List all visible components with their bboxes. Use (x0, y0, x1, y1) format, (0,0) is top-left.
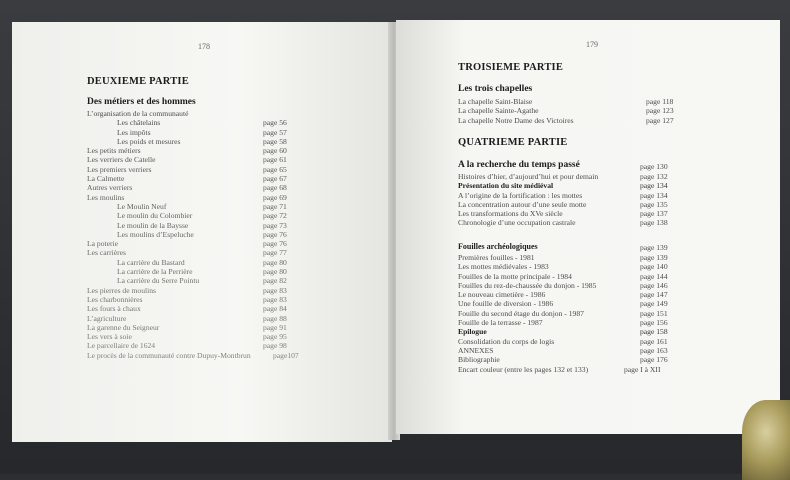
toc-entry-page: page 73 (263, 220, 287, 230)
toc-entry (458, 355, 758, 364)
toc-entry-page: page 147 (640, 290, 668, 300)
toc-entry-title: La Calmette (87, 174, 125, 184)
toc-entry (458, 309, 758, 318)
toc-entry-title: Les poids et mesures (117, 136, 181, 146)
toc-entry-title: Les petits métiers (87, 146, 141, 156)
toc-entry-page: page 56 (263, 118, 287, 128)
toc-entry-page: page107 (273, 350, 299, 360)
toc-entry (458, 262, 758, 271)
toc-entry (87, 193, 387, 202)
toc-entry (458, 106, 738, 115)
toc-entry-page: page 77 (263, 248, 287, 258)
toc-entry (458, 346, 758, 355)
toc-entry-page: page 176 (640, 355, 668, 365)
toc-entry (87, 295, 387, 304)
toc-entry-title: A l’origine de la fortification : les mottes (458, 190, 583, 200)
fouilles-heading-page: page 139 (640, 243, 668, 252)
toc-entry (458, 218, 748, 227)
toc-entry-title: Fouille du second étage du donjon - 1987 (458, 308, 584, 318)
toc-entry-page: page 67 (263, 174, 287, 184)
toc-entry (87, 286, 387, 295)
right-page (396, 20, 780, 434)
left-page (12, 22, 392, 442)
toc-entry-title: Les verriers de Catelle (87, 155, 156, 165)
toc-entry-title: Une fouille de diversion - 1986 (458, 299, 554, 309)
toc-entry (87, 351, 387, 360)
toc-entry-page: page 137 (640, 209, 668, 219)
toc-entry-title: Le moulin de la Baysse (117, 220, 189, 230)
toc-entry-title: La poterie (87, 239, 118, 249)
toc-entry-title: Les carrières (87, 248, 126, 258)
toc-entry (458, 172, 748, 181)
fouilles-toc-list (458, 253, 758, 374)
toc-entry-page: page 91 (263, 322, 287, 332)
toc-entry-page: page 146 (640, 280, 668, 290)
toc-entry-page: page 149 (640, 299, 668, 309)
toc-entry-page: page 88 (263, 313, 287, 323)
toc-entry-page: page 69 (263, 192, 287, 202)
toc-entry-page: page 127 (646, 115, 674, 125)
toc-entry-title: La carrière du Serre Pointu (117, 276, 200, 286)
toc-entry (87, 239, 387, 248)
toc-entry (87, 221, 387, 230)
part4-title: QUATRIEME PARTIE (458, 137, 568, 148)
toc-entry-page: page 72 (263, 211, 287, 221)
toc-entry-title: La chapelle Sainte-Agathe (458, 106, 539, 116)
toc-entry (87, 165, 387, 174)
toc-entry (87, 341, 387, 350)
left-page-number: 178 (198, 42, 210, 51)
part2-section-heading: Des métiers et des hommes (87, 97, 196, 107)
toc-entry-page: page 61 (263, 155, 287, 165)
toc-entry (87, 109, 387, 118)
toc-entry (87, 211, 387, 220)
glasses-frame-edge (742, 400, 790, 480)
toc-entry-title: L’agriculture (87, 313, 127, 323)
toc-entry-page: page 95 (263, 332, 287, 342)
toc-entry-title: Le procès de la communauté contre Dupuy-Montbrun (87, 350, 251, 360)
toc-entry-title: La concentration autour d’une seule motte (458, 199, 587, 209)
toc-entry-title: Les mottes médiévales - 1983 (458, 262, 549, 272)
toc-entry-title: Les charbonnières (87, 294, 143, 304)
toc-entry-title: L’organisation de la communauté (87, 109, 189, 118)
toc-entry-page: page I à XII (624, 364, 661, 374)
part4-heading: A la recherche du temps passé (458, 160, 580, 170)
toc-entry-page: page 71 (263, 201, 287, 211)
toc-entry-page: page 80 (263, 257, 287, 267)
toc-entry-title: Le moulin du Colombier (117, 211, 193, 221)
toc-entry (458, 97, 738, 106)
toc-entry-page: page 163 (640, 345, 668, 355)
toc-entry-page: page 161 (640, 336, 668, 346)
toc-entry (87, 155, 387, 164)
toc-entry-page: page 82 (263, 276, 287, 286)
toc-entry-title: Fouilles du rez-de-chaussée du donjon - 1985 (458, 280, 597, 290)
part3-title: TROISIEME PARTIE (458, 62, 564, 73)
toc-entry-title: Le parcellaire de 1624 (87, 341, 156, 351)
toc-entry-title: Les moulins d’Espeluche (117, 229, 194, 239)
toc-entry (87, 137, 387, 146)
toc-entry-title: Chronologie d’une occupation castrale (458, 218, 576, 228)
toc-entry-page: page 58 (263, 136, 287, 146)
toc-entry (458, 191, 748, 200)
toc-entry-title: Epilogue (458, 327, 487, 337)
part3-toc-list (458, 97, 738, 125)
part4-heading-page: page 130 (640, 162, 668, 171)
toc-entry-page: page 132 (640, 172, 668, 181)
toc-entry-page: page 68 (263, 183, 287, 193)
toc-entry-title: La garenne du Seigneur (87, 322, 160, 332)
toc-entry-title: Bibliographie (458, 355, 500, 365)
toc-entry-title: Autres verriers (87, 183, 133, 193)
toc-entry-page: page 151 (640, 308, 668, 318)
toc-entry (458, 200, 748, 209)
toc-entry (458, 365, 758, 374)
right-page-number: 179 (586, 40, 598, 49)
toc-entry (458, 272, 758, 281)
toc-entry (87, 323, 387, 332)
part3-heading: Les trois chapelles (458, 84, 533, 94)
toc-entry (87, 118, 387, 127)
toc-entry-title: Les vers à soie (87, 332, 132, 342)
toc-entry (458, 209, 748, 218)
toc-entry (87, 258, 387, 267)
toc-entry-page: page 123 (646, 106, 674, 116)
toc-entry-title: Présentation du site médiéval (458, 181, 554, 191)
toc-entry (458, 299, 758, 308)
toc-entry-title: Les fours à chaux (87, 304, 141, 314)
toc-entry-page: page 139 (640, 253, 668, 262)
toc-entry (87, 183, 387, 192)
toc-entry-title: Le nouveau cimetière - 1986 (458, 290, 546, 300)
toc-entry (87, 276, 387, 285)
toc-entry (458, 281, 758, 290)
toc-entry (87, 314, 387, 323)
toc-entry-title: Les impôts (117, 127, 151, 137)
toc-entry-title: La carrière de la Perrière (117, 267, 193, 277)
toc-entry-page: page 98 (263, 341, 287, 351)
toc-entry (458, 318, 758, 327)
toc-entry-page: page 80 (263, 267, 287, 277)
toc-entry-page: page 158 (640, 327, 668, 337)
toc-entry-page: page 135 (640, 199, 668, 209)
toc-entry-page: page 60 (263, 146, 287, 156)
toc-entry (87, 248, 387, 257)
toc-entry-page: page 134 (640, 181, 668, 191)
toc-entry (458, 116, 738, 125)
toc-entry (458, 337, 758, 346)
toc-entry-page: page 156 (640, 318, 668, 328)
toc-entry-page: page 140 (640, 262, 668, 272)
toc-entry-page: page 138 (640, 218, 668, 228)
toc-entry-title: Les châtelains (117, 118, 161, 128)
toc-entry-page: page 134 (640, 190, 668, 200)
toc-entry-title: La carrière du Bastard (117, 257, 185, 267)
toc-entry-page: page 76 (263, 239, 287, 249)
fouilles-heading: Fouilles archéologiques (458, 242, 538, 251)
part4-toc-list (458, 172, 748, 228)
toc-entry (87, 146, 387, 155)
toc-entry (87, 202, 387, 211)
toc-entry-page: page 83 (263, 285, 287, 295)
toc-entry-title: Les pierres de moulins (87, 285, 156, 295)
toc-entry (458, 253, 758, 262)
toc-entry-title: Le Moulin Neuf (117, 201, 167, 211)
toc-entry-title: Fouilles de la motte principale - 1984 (458, 271, 572, 281)
toc-entry-title: Les moulins (87, 192, 125, 202)
toc-entry (458, 327, 758, 336)
toc-entry-title: Consolidation du corps de logis (458, 336, 555, 346)
toc-entry-title: ANNEXES (458, 345, 494, 355)
toc-entry-page: page 118 (646, 97, 674, 106)
toc-entry-title: Les premiers verriers (87, 164, 152, 174)
toc-entry-title: Fouille de la terrasse - 1987 (458, 318, 543, 328)
left-toc-list (87, 109, 387, 360)
toc-entry-title: Histoires d’hier, d’aujourd’hui et pour demain (458, 172, 599, 181)
toc-entry-page: page 57 (263, 127, 287, 137)
toc-entry-page: page 76 (263, 229, 287, 239)
toc-entry (87, 304, 387, 313)
part2-title: DEUXIEME PARTIE (87, 76, 189, 87)
toc-entry-title: Encart couleur (entre les pages 132 et 133) (458, 364, 589, 374)
toc-entry (458, 290, 758, 299)
toc-entry-title: La chapelle Notre Dame des Victoires (458, 115, 574, 125)
toc-entry-page: page 65 (263, 164, 287, 174)
toc-entry (87, 267, 387, 276)
toc-entry (87, 230, 387, 239)
toc-entry (87, 174, 387, 183)
toc-entry-page: page 144 (640, 271, 668, 281)
toc-entry-title: Premières fouilles - 1981 (458, 253, 535, 262)
toc-entry (87, 332, 387, 341)
toc-entry (87, 128, 387, 137)
toc-entry-page: page 84 (263, 304, 287, 314)
toc-entry (458, 181, 748, 190)
toc-entry-page: page 83 (263, 294, 287, 304)
toc-entry-title: Les transformations du XVe siècle (458, 209, 563, 219)
toc-entry-title: La chapelle Saint-Blaise (458, 97, 533, 106)
